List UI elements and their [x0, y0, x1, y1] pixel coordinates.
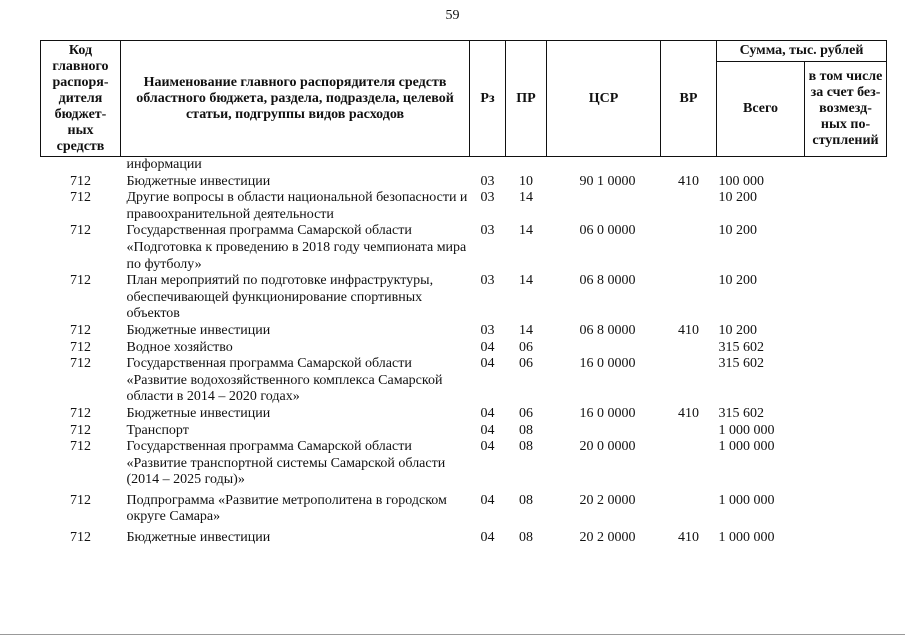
table-row — [41, 489, 887, 526]
cell-csr: 06 8 0000 — [579, 322, 636, 338]
cell-pr: 14 — [519, 190, 533, 206]
cell-rz: 03 — [480, 173, 495, 189]
cell-csr: 20 0 0000 — [579, 439, 636, 455]
cell-vr — [661, 489, 717, 526]
cell-total: 10 200 — [718, 322, 757, 338]
table-body — [41, 157, 887, 547]
cell-vr — [661, 273, 717, 323]
cell-csr: 06 8 0000 — [579, 273, 636, 289]
cell-incl — [805, 439, 887, 489]
cell-vr — [661, 190, 717, 223]
cell-incl — [805, 489, 887, 526]
cell-incl — [805, 526, 887, 547]
cell-total: 10 200 — [718, 273, 757, 289]
cell-total: 10 200 — [718, 190, 757, 206]
bottom-divider — [0, 634, 905, 635]
table-row — [41, 323, 887, 340]
cell-total: 1 000 000 — [718, 530, 775, 546]
cell-rz: 04 — [480, 530, 495, 546]
cell-name: Другие вопросы в области национальной безопасности и правоохранительной деятельности — [126, 190, 468, 222]
cell-csr — [547, 157, 661, 174]
cell-incl — [805, 273, 887, 323]
cell-code: 712 — [70, 190, 91, 206]
cell-pr: 10 — [519, 173, 533, 189]
header-vr: ВР — [661, 41, 717, 157]
cell-rz: 04 — [480, 422, 495, 438]
cell-vr: 410 — [678, 322, 699, 338]
table-row — [41, 223, 887, 273]
cell-pr: 14 — [519, 273, 533, 289]
cell-pr: 08 — [519, 530, 533, 546]
cell-vr — [661, 439, 717, 489]
cell-vr: 410 — [678, 530, 699, 546]
header-rz: Рз — [470, 41, 506, 157]
cell-csr — [547, 423, 661, 440]
cell-incl — [805, 174, 887, 191]
page-number: 59 — [445, 8, 460, 23]
cell-name: Государственная программа Самарской области «Развитие транспортной системы Самарской области (2014 – 2025 годы)» — [126, 439, 446, 488]
header-name: Наименование главного распорядителя средств областного бюджета, раздела, подраздела, целевой статьи, подгруппы видов расходов — [121, 41, 470, 157]
cell-code: 712 — [70, 339, 91, 355]
cell-rz: 04 — [480, 439, 495, 455]
cell-code — [41, 157, 121, 174]
cell-code: 712 — [70, 530, 91, 546]
cell-pr: 14 — [519, 223, 533, 239]
table-row — [41, 174, 887, 191]
cell-vr — [661, 340, 717, 357]
cell-name: Государственная программа Самарской области «Подготовка к проведению в 2018 году чемпионата мира по футболу» — [126, 223, 467, 272]
cell-rz: 03 — [480, 190, 495, 206]
cell-name: информации — [126, 157, 202, 172]
cell-rz: 03 — [480, 322, 495, 338]
table-row — [41, 190, 887, 223]
cell-name: Бюджетные инвестиции — [126, 405, 271, 421]
cell-csr — [547, 190, 661, 223]
cell-pr — [506, 157, 547, 174]
cell-name: Водное хозяйство — [126, 339, 233, 355]
header-total: Всего — [717, 62, 805, 157]
table-row — [41, 406, 887, 423]
cell-pr: 08 — [519, 422, 533, 438]
cell-code: 712 — [70, 422, 91, 438]
cell-total — [717, 157, 805, 174]
cell-pr: 06 — [519, 339, 533, 355]
cell-code: 712 — [70, 492, 91, 508]
table-header — [41, 41, 887, 157]
cell-rz: 04 — [480, 356, 495, 372]
cell-rz: 04 — [480, 339, 495, 355]
cell-incl — [805, 356, 887, 406]
cell-name: Бюджетные инвестиции — [126, 173, 271, 189]
cell-total: 1 000 000 — [718, 422, 775, 438]
header-sum: Сумма, тыс. рублей — [717, 41, 887, 62]
cell-code: 712 — [70, 439, 91, 455]
cell-vr: 410 — [678, 405, 699, 421]
table-row — [41, 273, 887, 323]
cell-name: Государственная программа Самарской области «Развитие водохозяйственного комплекса Самарской области в 2014 – 2020 годах» — [126, 356, 443, 405]
table-row — [41, 423, 887, 440]
cell-total: 10 200 — [718, 223, 757, 239]
cell-name: План мероприятий по подготовке инфраструктуры, обеспечивающей функционирование спортивных объектов — [126, 273, 434, 322]
cell-pr: 14 — [519, 322, 533, 338]
cell-vr — [661, 223, 717, 273]
cell-pr: 06 — [519, 405, 533, 421]
cell-code: 712 — [70, 322, 91, 338]
cell-total: 100 000 — [718, 173, 764, 189]
cell-total: 1 000 000 — [718, 492, 775, 508]
cell-csr: 16 0 0000 — [579, 356, 636, 372]
header-csr: ЦСР — [547, 41, 661, 157]
cell-csr: 06 0 0000 — [579, 223, 636, 239]
cell-code: 712 — [70, 223, 91, 239]
cell-incl — [805, 340, 887, 357]
cell-vr — [661, 356, 717, 406]
cell-csr: 20 2 0000 — [579, 492, 636, 508]
cell-code: 712 — [70, 356, 91, 372]
cell-csr: 20 2 0000 — [579, 530, 636, 546]
cell-vr: 410 — [678, 173, 699, 189]
cell-rz: 04 — [480, 405, 495, 421]
table-row — [41, 340, 887, 357]
cell-total: 315 602 — [718, 339, 764, 355]
header-pr: ПР — [506, 41, 547, 157]
cell-rz: 04 — [480, 492, 495, 508]
cell-name: Транспорт — [126, 422, 189, 438]
cell-incl — [805, 223, 887, 273]
cell-pr: 06 — [519, 356, 533, 372]
cell-vr — [661, 423, 717, 440]
cell-vr — [661, 157, 717, 174]
cell-rz: 03 — [480, 273, 495, 289]
table-row — [41, 356, 887, 406]
cell-incl — [805, 190, 887, 223]
cell-incl — [805, 406, 887, 423]
cell-code: 712 — [70, 405, 91, 421]
cell-name: Подпрограмма «Развитие метрополитена в городском округе Самара» — [126, 492, 447, 525]
table-row — [41, 439, 887, 489]
cell-rz — [470, 157, 506, 174]
table-row — [41, 157, 887, 174]
cell-incl — [805, 323, 887, 340]
budget-table — [40, 40, 887, 547]
table-row — [41, 526, 887, 547]
cell-total: 315 602 — [718, 356, 764, 372]
cell-rz: 03 — [480, 223, 495, 239]
cell-name: Бюджетные инвестиции — [126, 322, 271, 338]
cell-csr: 16 0 0000 — [579, 405, 636, 421]
cell-csr — [547, 340, 661, 357]
header-incl: в том числе за счет без-возмезд-ных по-ступлений — [805, 62, 887, 157]
header-code: Код главного распоря-дителя бюджет-ных средств — [41, 41, 121, 157]
cell-pr: 08 — [519, 439, 533, 455]
cell-total: 1 000 000 — [718, 439, 775, 455]
cell-code: 712 — [70, 173, 91, 189]
cell-total: 315 602 — [718, 405, 764, 421]
cell-csr: 90 1 0000 — [579, 173, 636, 189]
cell-incl — [805, 157, 887, 174]
cell-code: 712 — [70, 273, 91, 289]
cell-pr: 08 — [519, 492, 533, 508]
cell-incl — [805, 423, 887, 440]
cell-name: Бюджетные инвестиции — [126, 530, 271, 546]
